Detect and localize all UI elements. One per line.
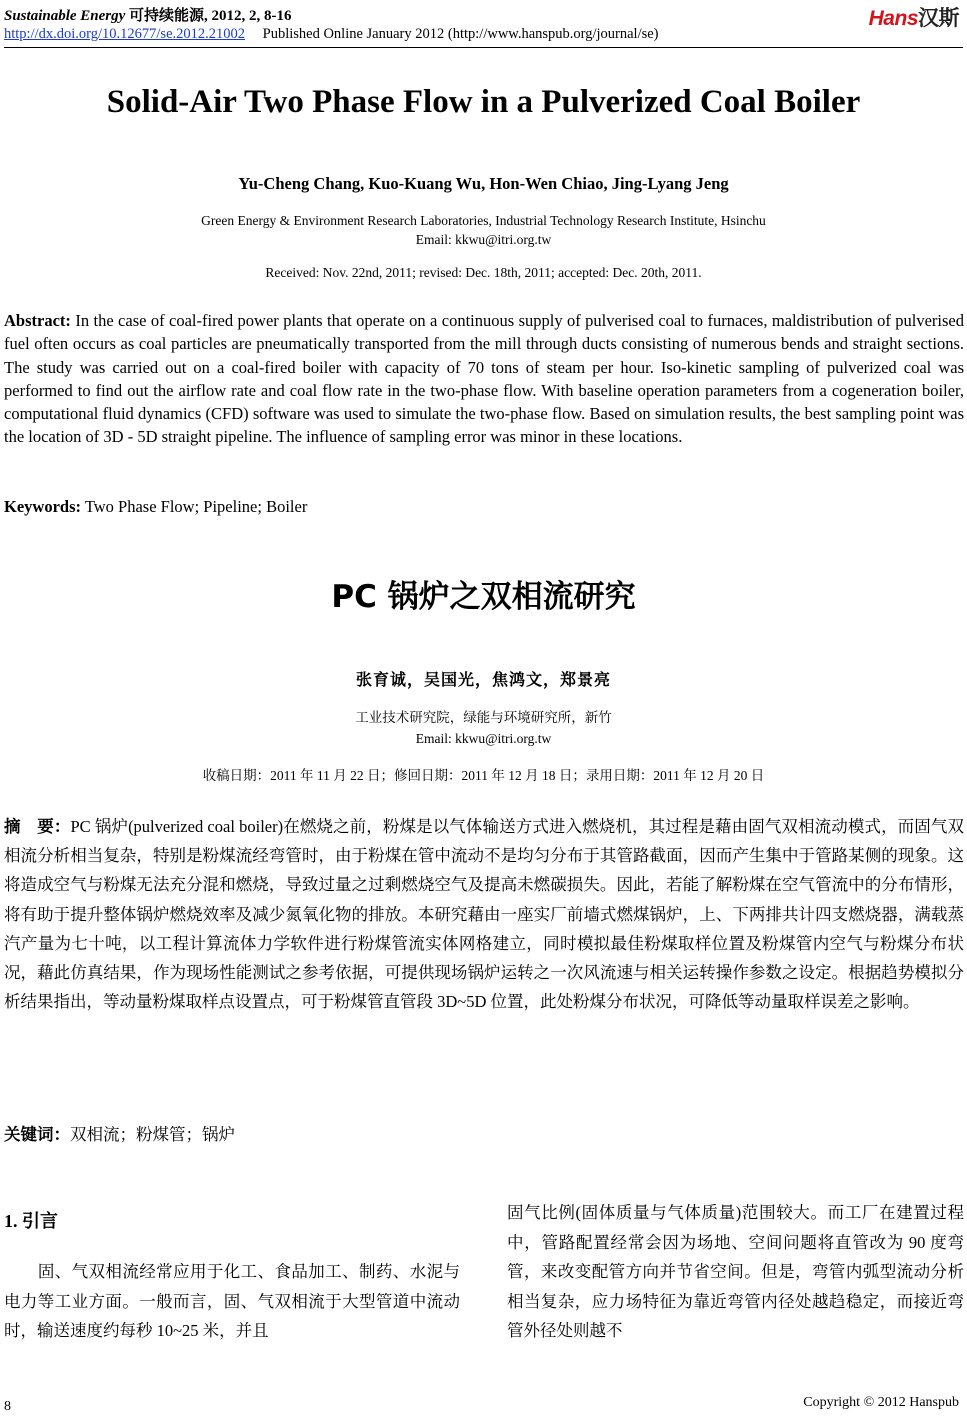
doi-link[interactable]: http://dx.doi.org/10.12677/se.2012.21002 — [4, 26, 245, 42]
cn-author-list: 张育诚，吴国光，焦鸿文，郑景亮 — [355, 672, 611, 689]
cn-keywords-label: 关键词： — [4, 1125, 70, 1144]
cn-abstract-label: 摘 要： — [4, 817, 71, 836]
abstract-label: Abstract: — [4, 311, 71, 330]
received-dates: Received: Nov. 22nd, 2011; revised: Dec. 18th, 2011; accepted: Dec. 20th, 2011. — [265, 265, 702, 280]
cn-affiliation: 工业技术研究院，绿能与环境研究所，新竹 — [355, 710, 612, 725]
page-number: 8 — [4, 1399, 11, 1414]
cn-email: Email: kkwu@itri.org.tw — [415, 731, 552, 746]
body-paragraph — [4, 1262, 460, 1340]
email: Email: kkwu@itri.org.tw — [415, 232, 552, 247]
abstract-text: In the case of coal-fired power plants that operate on a continuous supply of pulverised coal to furnaces, maldistribution of pulverised fuel often occurs as coal particles are pneumatically transported from the mill through ducts consisting of numerous bends and straight sections. The study was carried out on a coal-fired boiler with capacity of 70 tons of steam per hour. Iso-kinetic sampling of pulverized coal was performed to find out the airflow rate and coal flow rate in the two-phase flow. With baseline operation parameters from a cogeneration boiler, computational fluid dynamics (CFD) software was used to simulate the two-phase flow. Based on simulation results, the best sampling point was the location of 3D - 5D straight pipeline. The influence of sampling error was minor in these locations. — [4, 311, 965, 447]
cn-keywords — [4, 1121, 964, 1145]
keywords-text: Two Phase Flow; Pipeline; Boiler — [84, 497, 308, 516]
cn-abstract-text: PC 锅炉(pulverized coal boiler)在燃烧之前，粉煤是以气体输送方式进入燃烧机，其过程是藉由固气双相流动模式，而固气双相流分析相当复杂，特别是粉煤流经弯管时，由于粉煤在管中流动不是均匀分布于其管路截面，因而产生集中于管路某侧的现象。这将造成空气与粉煤无法充分混和燃烧，导致过量之过剩燃烧空气及提高未燃碳损失。因此，若能了解粉煤在空气管流中的分布情形，将有助于提升整体锅炉燃烧效率及减少氮氧化物的排放。本研究藉由一座实厂前墙式燃煤锅炉，上、下两排共计四支燃烧器，满载蒸汽产量为七十吨，以工程计算流体力学软件进行粉煤管流实体网格建立，同时模拟最佳粉煤取样位置及粉煤管内空气与粉煤分布状况，藉此仿真结果，作为现场性能测试之参考依据，可提供现场锅炉运转之一次风流速与相关运转操作参数之设定。根据趋势模拟分析结果指出，等动量粉煤取样点设置点，可于粉煤管直管段 3D~5D 位置，此处粉煤分布状况，可降低等动量取样误差之影响。 — [4, 817, 965, 1012]
logo-latin: Hans — [868, 7, 918, 30]
cn-abstract — [4, 812, 964, 1016]
affiliation: Green Energy & Environment Research Laboratories, Industrial Technology Research Institute, Hsinchu — [201, 213, 766, 228]
logo-cn: 汉斯 — [918, 7, 959, 30]
journal-issue: , 2012, 2, 8-16 — [204, 8, 292, 24]
author-list: Yu-Cheng Chang, Kuo-Kuang Wu, Hon-Wen Chiao, Jing-Lyang Jeng — [238, 174, 729, 193]
left-column-text: 固、气双相流经常应用于化工、食品加工、制药、水泥与电力等工业方面。一般而言，固、气双相流于大型管道中流动时，输送速度约每秒 10~25 米，并且 — [4, 1262, 461, 1340]
journal-header — [4, 4, 292, 25]
published-online: Published Online January 2012 (http://www.hanspub.org/journal/se) — [262, 26, 659, 42]
header-divider — [4, 47, 963, 48]
body-right-column: 固气比例(固体质量与气体质量)范围较大。而工厂在建置过程中，管路配置经常会因为场地、空间问题将直管改为 90 度弯管，来改变配管方向并节省空间。但是，弯管内弧型流动分析相当复杂，应力场特征为靠近弯管内径处越趋稳定，而接近弯管外径处则越不 — [507, 1203, 964, 1340]
hanspub-logo — [869, 2, 959, 32]
keywords — [4, 497, 964, 517]
body-left-column — [4, 1257, 460, 1346]
affiliation-block — [0, 211, 967, 249]
journal-name: Sustainable Energy — [4, 8, 126, 24]
doi-line — [4, 26, 659, 43]
cn-keywords-text: 双相流；粉煤管；锅炉 — [70, 1125, 235, 1144]
journal-name-cn: 可持续能源 — [129, 8, 205, 24]
cn-affiliation-block — [0, 707, 967, 749]
section-title: 引言 — [22, 1211, 58, 1232]
keywords-label: Keywords: — [4, 497, 81, 516]
cn-paper-title: PC 锅炉之双相流研究 — [331, 579, 636, 615]
cn-received-dates: 收稿日期：2011 年 11 月 22 日；修回日期：2011 年 12 月 18 日；录用日期：2011 年 12 月 20 日 — [202, 768, 765, 783]
copyright: Copyright © 2012 Hanspub — [803, 1395, 959, 1410]
section-number: 1. — [4, 1211, 18, 1231]
paper-title: Solid-Air Two Phase Flow in a Pulverized Coal Boiler — [106, 84, 861, 120]
section-heading — [4, 1207, 58, 1233]
abstract — [4, 309, 964, 449]
